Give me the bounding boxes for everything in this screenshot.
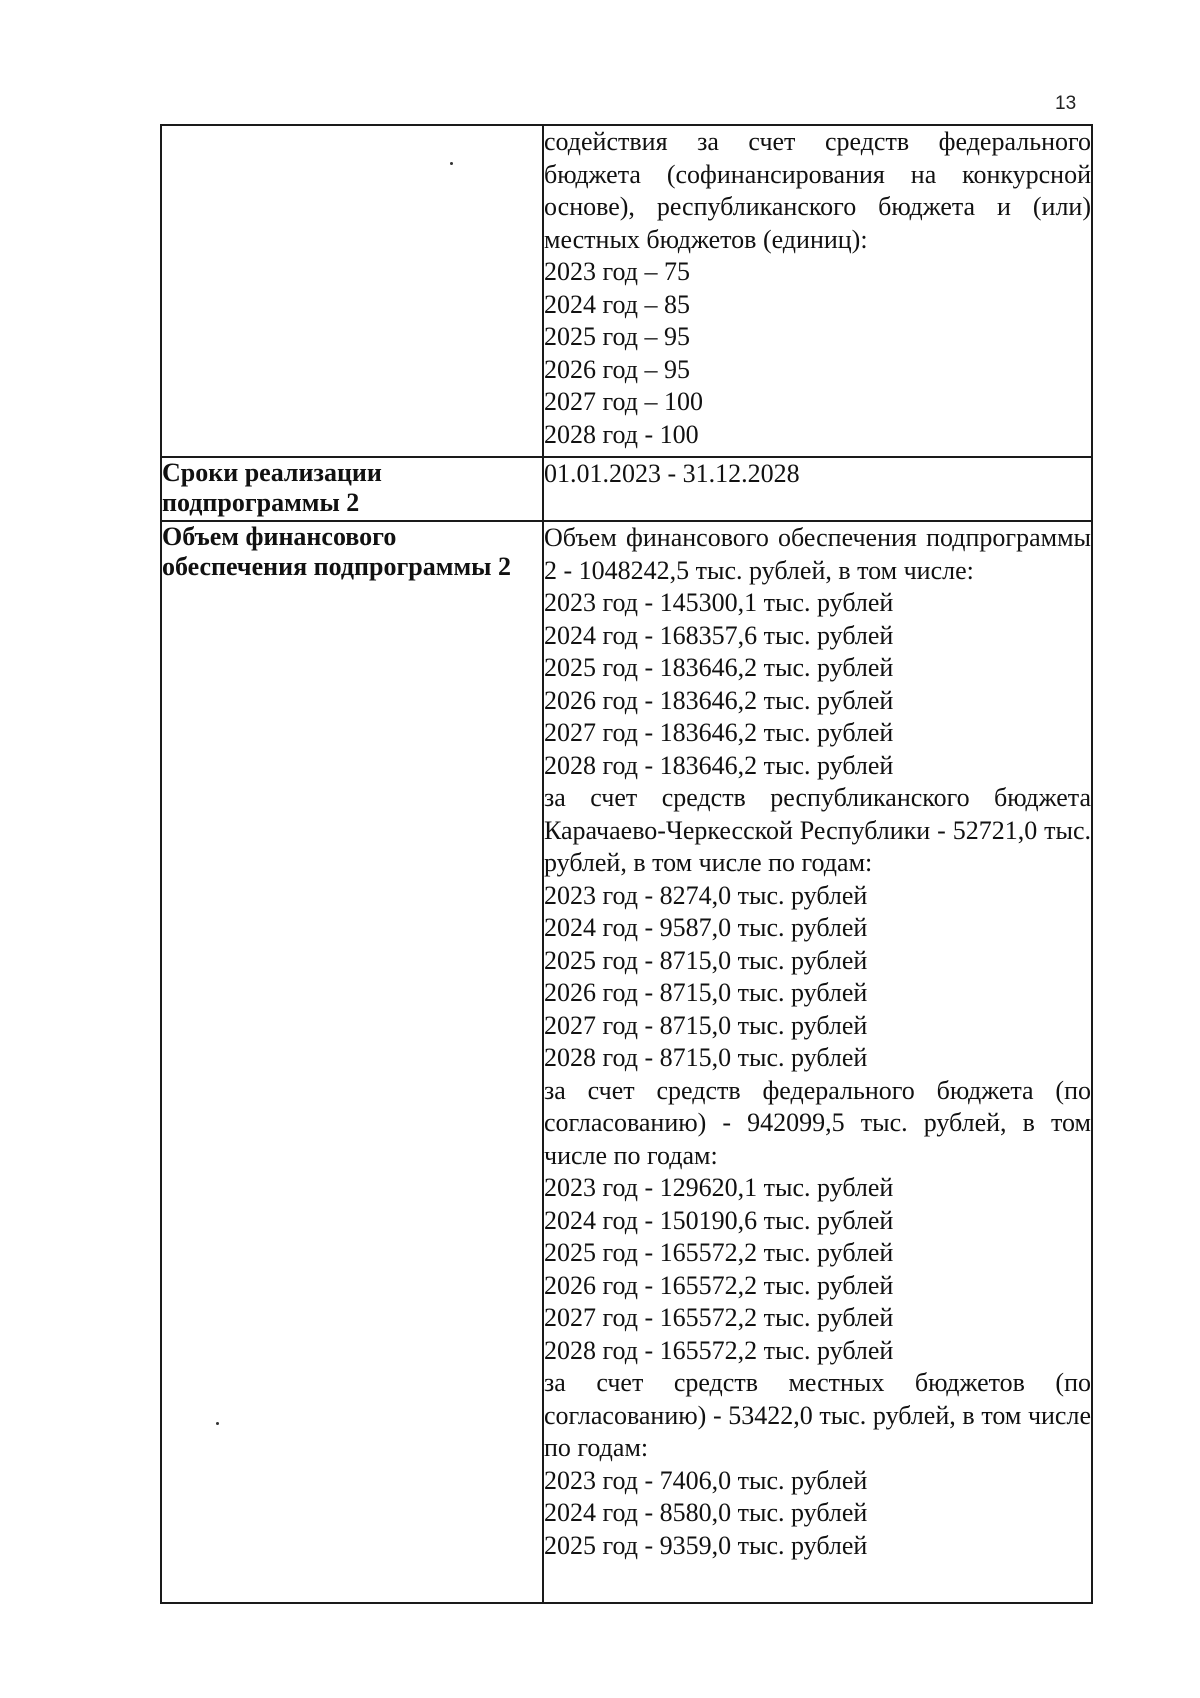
financing-republic-year: 2026 год - 8715,0 тыс. рублей <box>544 978 868 1007</box>
financing-total-year: 2027 год - 183646,2 тыс. рублей <box>544 718 894 747</box>
financing-republic-year: 2023 год - 8274,0 тыс. рублей <box>544 880 868 910</box>
financing-republic-text: за счет средств республиканского бюджета Карачаево-Черкесской Республики - 52721,0 тыс. рублей, в том числе по годам: <box>544 783 1091 877</box>
year-value: 2026 год – 95 <box>544 354 690 384</box>
terms-label: Сроки реализации подпрограммы 2 <box>161 457 543 521</box>
financing-local-year: 2025 год - 9359,0 тыс. рублей <box>544 1530 868 1560</box>
row1-left-cell <box>161 125 543 457</box>
year-value: 2025 год – 95 <box>544 322 690 351</box>
year-value: 2024 год – 85 <box>544 289 690 319</box>
table-row-terms <box>161 457 1092 521</box>
year-value: 2028 год - 100 <box>544 419 699 449</box>
financing-federal-year: 2028 год - 165572,2 тыс. рублей <box>544 1335 894 1365</box>
row1-right-cell <box>543 125 1092 457</box>
indicator-description: содействия за счет средств федерального бюджета (софинансирования на конкурсной основе), республиканского бюджета и (или) местных бюджетов (единиц): <box>544 127 1091 254</box>
financing-republic-year: 2027 год - 8715,0 тыс. рублей <box>544 1010 868 1040</box>
table-row-indicators <box>161 125 1092 457</box>
financing-total-year: 2024 год - 168357,6 тыс. рублей <box>544 620 894 650</box>
financing-total-year: 2026 год - 183646,2 тыс. рублей <box>544 685 894 715</box>
financing-total-year: 2028 год - 183646,2 тыс. рублей <box>544 750 894 780</box>
page-number: 13 <box>1055 93 1077 114</box>
financing-republic-year: 2024 год - 9587,0 тыс. рублей <box>544 913 868 942</box>
terms-value: 01.01.2023 - 31.12.2028 <box>543 457 1092 521</box>
financing-federal-text: за счет средств федерального бюджета (по согласованию) - 942099,5 тыс. рублей, в том числе по годам: <box>544 1075 1091 1170</box>
financing-federal-year: 2023 год - 129620,1 тыс. рублей <box>544 1173 894 1202</box>
financing-local-year: 2023 год - 7406,0 тыс. рублей <box>544 1465 868 1495</box>
financing-label: Объем финансового обеспечения подпрограммы 2 <box>161 521 543 1603</box>
year-value: 2027 год – 100 <box>544 387 703 416</box>
financing-cell <box>543 521 1092 1603</box>
financing-local-text: за счет средств местных бюджетов (по согласованию) - 53422,0 тыс. рублей, в том числе по годам: <box>544 1368 1091 1462</box>
financing-republic-year: 2025 год - 8715,0 тыс. рублей <box>544 945 868 975</box>
financing-federal-year: 2027 год - 165572,2 тыс. рублей <box>544 1303 894 1332</box>
financing-total-text: Объем финансового обеспечения подпрограммы 2 - 1048242,5 тыс. рублей, в том числе: <box>544 523 1091 585</box>
financing-federal-year: 2026 год - 165572,2 тыс. рублей <box>544 1270 894 1300</box>
financing-federal-year: 2025 год - 165572,2 тыс. рублей <box>544 1238 894 1267</box>
financing-federal-year: 2024 год - 150190,6 тыс. рублей <box>544 1205 894 1235</box>
table-row-financing <box>161 521 1092 1603</box>
year-value: 2023 год – 75 <box>544 257 690 286</box>
passport-table <box>160 124 1093 1604</box>
financing-total-year: 2023 год - 145300,1 тыс. рублей <box>544 588 894 617</box>
financing-total-year: 2025 год - 183646,2 тыс. рублей <box>544 653 894 682</box>
financing-local-year: 2024 год - 8580,0 тыс. рублей <box>544 1498 868 1527</box>
financing-republic-year: 2028 год - 8715,0 тыс. рублей <box>544 1043 868 1072</box>
